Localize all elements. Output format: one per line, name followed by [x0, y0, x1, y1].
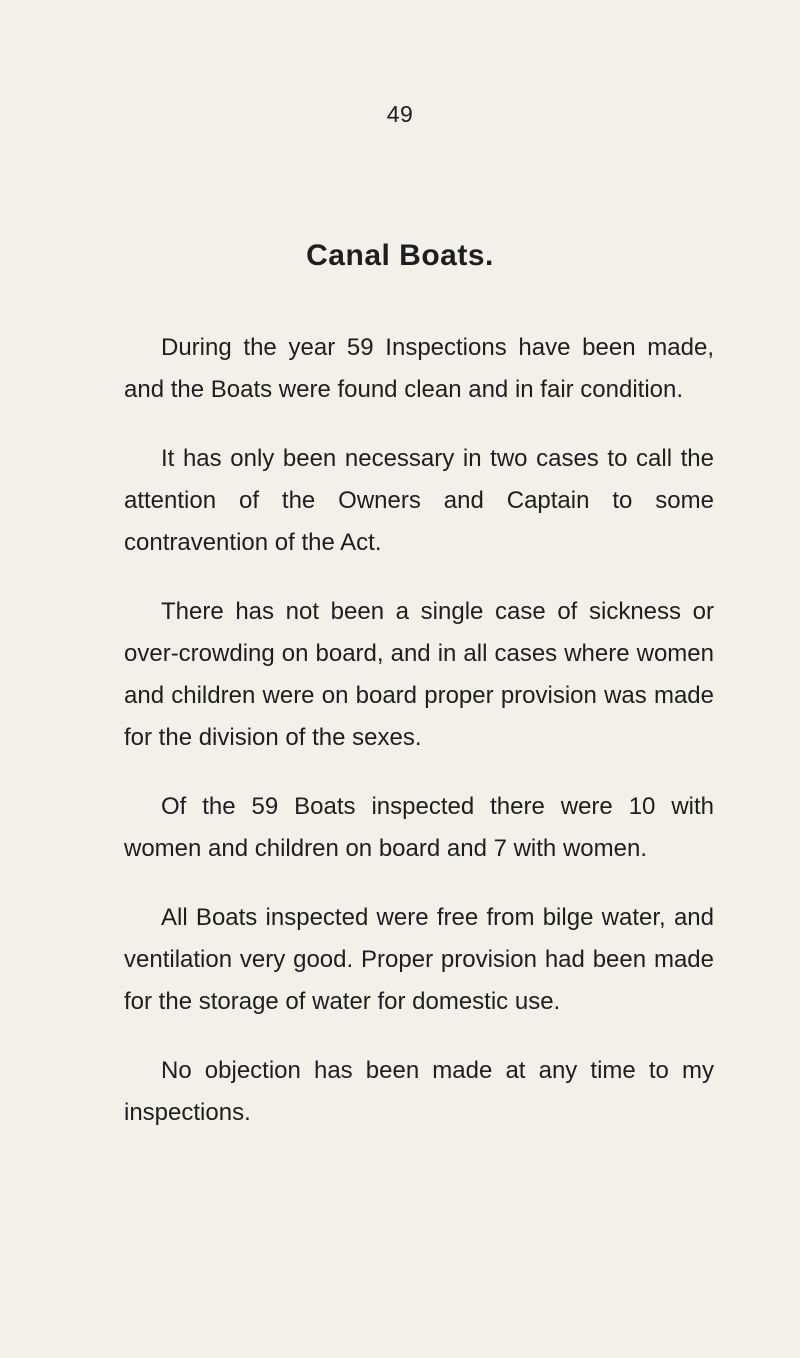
paragraph-bilge-water: All Boats inspected were free from bilge water, and ventilation very good. Proper provision had been made for the storage of water for domestic use. — [124, 904, 714, 1015]
page-title: Canal Boats. — [306, 239, 494, 272]
paragraph-women-children: Of the 59 Boats inspected there were 10 with women and children on board and 7 with women. — [124, 793, 714, 862]
paragraph-overcrowding: There has not been a single case of sickness or over-crowding on board, and in all cases where women and children were on board proper provision was made for the division of the sexes. — [124, 598, 714, 751]
paragraph-no-objection: No objection has been made at any time to my inspections. — [124, 1057, 714, 1126]
paragraph-inspections-count: During the year 59 Inspections have been made, and the Boats were found clean and in fair condition. — [124, 334, 714, 403]
paragraph-contravention: It has only been necessary in two cases to call the attention of the Owners and Captain to some contravention of the Act. — [124, 445, 714, 556]
page-number: 49 — [386, 101, 414, 127]
body-text — [124, 327, 714, 1134]
